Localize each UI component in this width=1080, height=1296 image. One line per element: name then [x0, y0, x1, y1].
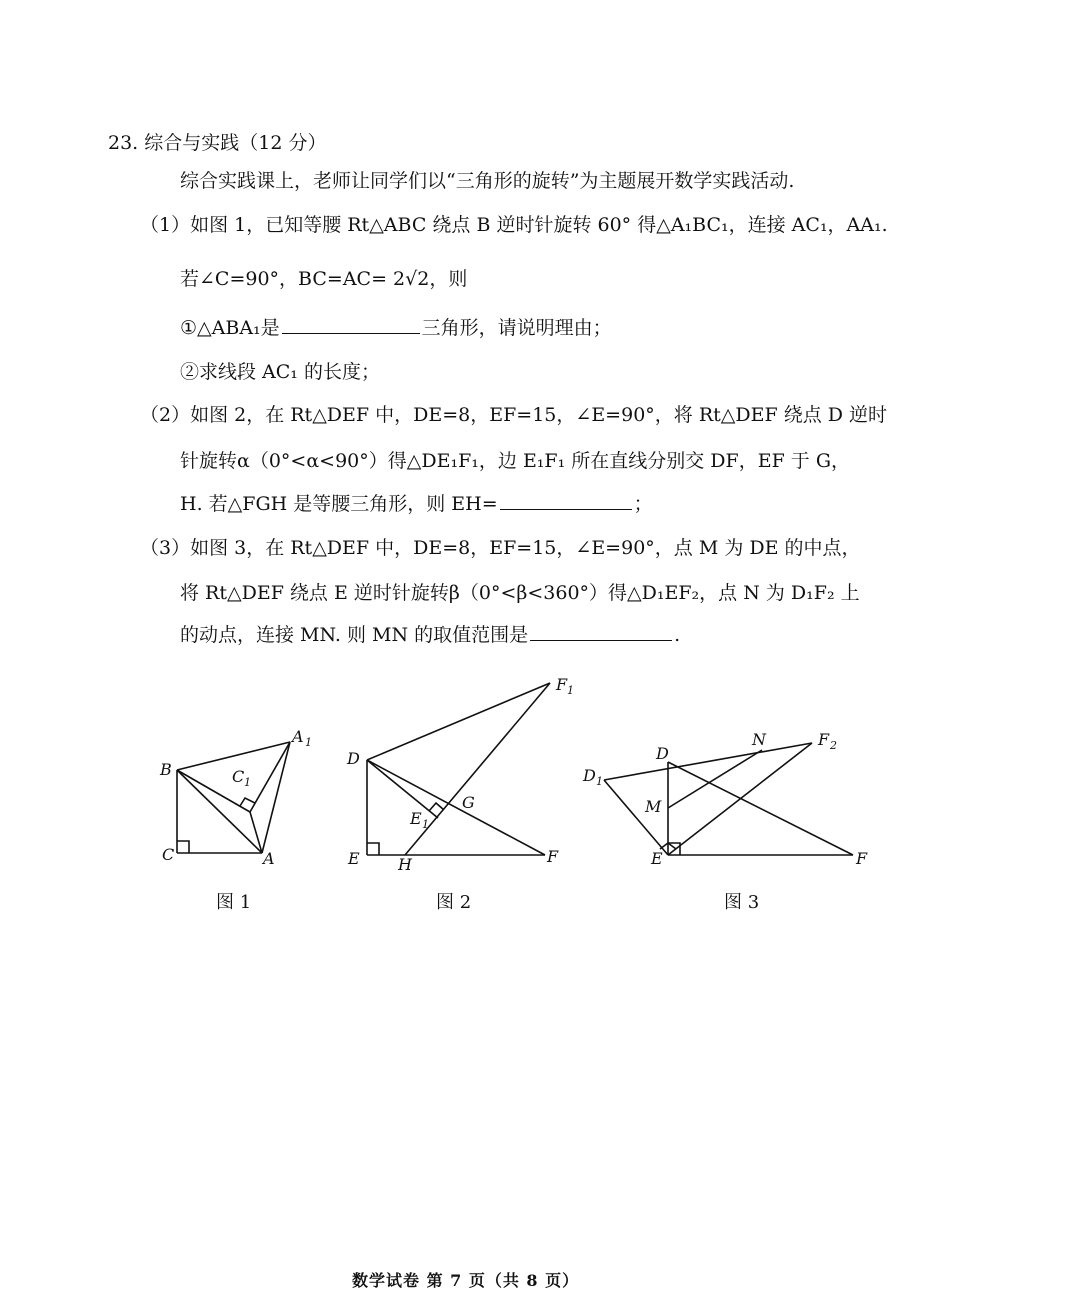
fig1-right-angle-C1: [240, 798, 255, 806]
part3-line1: （3）如图 3，在 Rt△DEF 中，DE=8，EF=15，∠E=90°，点 M 为 DE 的中点，: [140, 537, 861, 559]
fig1-segment-C1A1: [250, 742, 290, 812]
fig3-label-D: D: [656, 744, 669, 763]
part2-line1: （2）如图 2，在 Rt△DEF 中，DE=8，EF=15，∠E=90°，将 Rt△DEF 绕点 D 逆时: [140, 404, 888, 426]
problem-intro: 综合实践课上，老师让同学们以“三角形的旋转”为主题展开数学实践活动.: [180, 170, 795, 192]
fig2-label-D: D: [347, 749, 360, 768]
figure-1: [177, 742, 290, 853]
part3-line2: 将 Rt△DEF 绕点 E 逆时针旋转β（0°<β<360°）得△D₁EF₂，点 N 为 D₁F₂ 上: [180, 582, 860, 604]
fig3-segment-DF: [668, 762, 853, 855]
fig1-label-A: A: [263, 849, 275, 868]
fig1-segment-A1A: [262, 742, 290, 853]
fig3-label-D1: D: [583, 766, 596, 785]
fig3-label-F2-sub: 2: [830, 739, 837, 752]
part1-question1: [180, 315, 612, 341]
part1-question2: ②求线段 AC₁ 的长度；: [180, 361, 380, 383]
fig1-label-C: C: [162, 845, 175, 864]
fig3-segment-D1E: [604, 780, 668, 855]
fig3-label-F: F: [856, 849, 868, 868]
fig3-segment-D1F2: [604, 743, 812, 780]
problem-title: 23. 综合与实践（12 分）: [108, 132, 327, 154]
figure-2: [367, 683, 550, 855]
part1-q1-suffix: 三角形，请说明理由；: [421, 317, 612, 339]
fig2-label-E1: E: [410, 809, 422, 828]
part1-line2: 若∠C=90°，BC=AC= 2√2，则: [180, 268, 468, 290]
page-footer: 数学试卷 第 7 页（共 8 页）: [352, 1271, 580, 1290]
fig2-label-F1: F: [556, 675, 568, 694]
part2-line3: [180, 491, 653, 517]
fig1-label-A1: A: [292, 727, 304, 746]
fig2-segment-DF1: [367, 683, 550, 760]
part3-line3-suffix: .: [674, 624, 681, 646]
fig3-label-M: M: [645, 797, 662, 816]
part3-line3-prefix: 的动点，连接 MN. 则 MN 的取值范围是: [180, 624, 529, 646]
fig2-right-angle-E: [367, 843, 379, 855]
part3-line3: [180, 622, 680, 648]
fig2-label-E1-sub: 1: [422, 818, 429, 831]
fig2-label-H: H: [398, 855, 412, 874]
fig1-label-A1-sub: 1: [305, 736, 312, 749]
fig2-label-G: G: [462, 793, 475, 812]
fig1-right-angle-C: [177, 841, 189, 853]
fig1-segment-BA1: [177, 742, 290, 770]
fig3-label-F2: F: [818, 730, 830, 749]
part2-line3-suffix: ；: [633, 493, 653, 515]
fig2-label-F1-sub: 1: [567, 684, 574, 697]
answer-blank-3[interactable]: [530, 622, 672, 641]
fig1-label-C1-sub: 1: [244, 776, 251, 789]
fig3-segment-EF2: [668, 743, 812, 855]
figure-2-caption: 图 2: [436, 892, 472, 913]
fig3-label-N: N: [752, 730, 766, 749]
fig3-segment-MN: [668, 750, 762, 808]
figures-diagram: [0, 660, 1080, 960]
fig2-label-E: E: [348, 849, 360, 868]
part1-q1-prefix: ①△ABA₁是: [180, 317, 280, 339]
fig2-segment-DF: [367, 760, 545, 855]
part2-line3-prefix: H. 若△FGH 是等腰三角形，则 EH=: [180, 493, 498, 515]
figure-3: [604, 743, 853, 855]
fig2-right-angle-E1: [429, 803, 444, 811]
fig2-segment-DE1: [367, 760, 438, 818]
fig2-label-F: F: [547, 847, 559, 866]
fig1-label-B: B: [160, 760, 172, 779]
part1-line1: （1）如图 1，已知等腰 Rt△ABC 绕点 B 逆时针旋转 60° 得△A₁BC₁，连接 AC₁，AA₁.: [140, 214, 888, 236]
figure-1-caption: 图 1: [216, 892, 252, 913]
answer-blank-2[interactable]: [500, 491, 632, 510]
figure-3-caption: 图 3: [724, 892, 760, 913]
fig3-label-D1-sub: 1: [596, 775, 603, 788]
part2-line2: 针旋转α（0°<α<90°）得△DE₁F₁，边 E₁F₁ 所在直线分别交 DF，EF 于 G，: [180, 450, 851, 472]
answer-blank-1[interactable]: [282, 315, 420, 334]
fig3-label-E: E: [651, 849, 663, 868]
fig1-label-C1: C: [232, 767, 245, 786]
